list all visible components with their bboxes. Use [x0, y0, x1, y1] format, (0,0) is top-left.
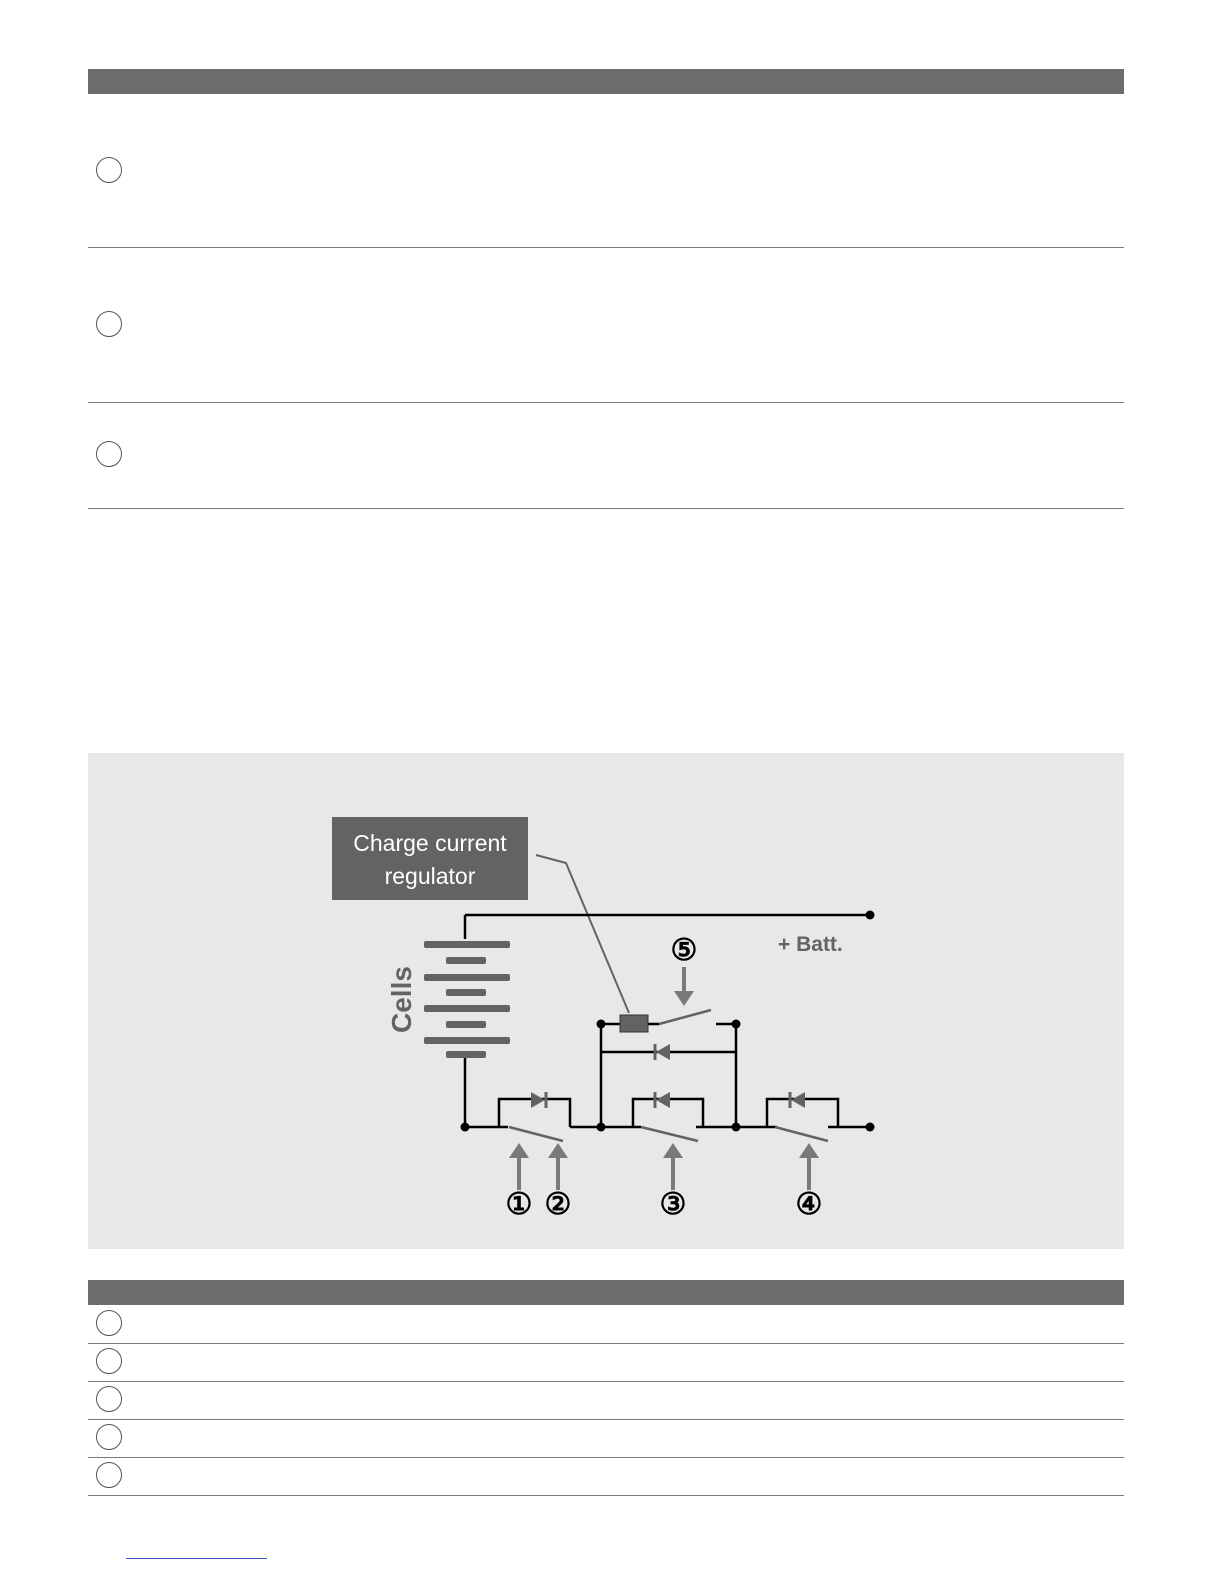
- callout-4: ④: [795, 1188, 823, 1221]
- item-marker-circle: [96, 311, 122, 337]
- batt-label: + Batt.: [778, 933, 843, 956]
- table-row-marker-circle: [96, 1424, 122, 1450]
- switch-5-blade: [659, 1010, 711, 1024]
- switch-block-1: [465, 1092, 601, 1141]
- item-marker-circle: [96, 157, 122, 183]
- table-header-bar: [88, 1280, 1124, 1305]
- table-row-divider: [88, 1381, 1124, 1382]
- table-row-marker-circle: [96, 1348, 122, 1374]
- bypass-loop: [597, 1010, 741, 1127]
- regulator-label-line1: Charge current: [353, 830, 507, 856]
- row-divider: [88, 508, 1124, 509]
- table-row-marker-circle: [96, 1462, 122, 1488]
- row-divider: [88, 247, 1124, 248]
- regulator-leader-line: [536, 855, 629, 1013]
- table-row-divider: [88, 1457, 1124, 1458]
- cells-stack: [424, 941, 510, 1058]
- table-row-divider: [88, 1419, 1124, 1420]
- figure-panel: [88, 753, 1124, 1249]
- regulator-component: [620, 1015, 648, 1032]
- item-marker-circle: [96, 441, 122, 467]
- table-row-marker-circle: [96, 1310, 122, 1336]
- callout-3: ③: [659, 1188, 687, 1221]
- top-header-bar: [88, 69, 1124, 94]
- callout-arrows: [509, 967, 819, 1190]
- callout-1: ①: [505, 1188, 533, 1221]
- footer-link-underline[interactable]: [126, 1558, 267, 1559]
- callout-2: ②: [544, 1188, 572, 1221]
- cells-label: Cells: [386, 966, 417, 1033]
- callout-5: ⑤: [670, 934, 698, 967]
- row-divider: [88, 402, 1124, 403]
- batt-positive-terminal: [866, 911, 875, 920]
- regulator-label-line2: regulator: [384, 863, 476, 889]
- table-row-divider: [88, 1343, 1124, 1344]
- table-row-divider: [88, 1495, 1124, 1496]
- switch-block-4: [736, 1092, 870, 1141]
- circuit-diagram: [88, 753, 1124, 1249]
- switch-block-3: [601, 1092, 736, 1141]
- table-row-marker-circle: [96, 1386, 122, 1412]
